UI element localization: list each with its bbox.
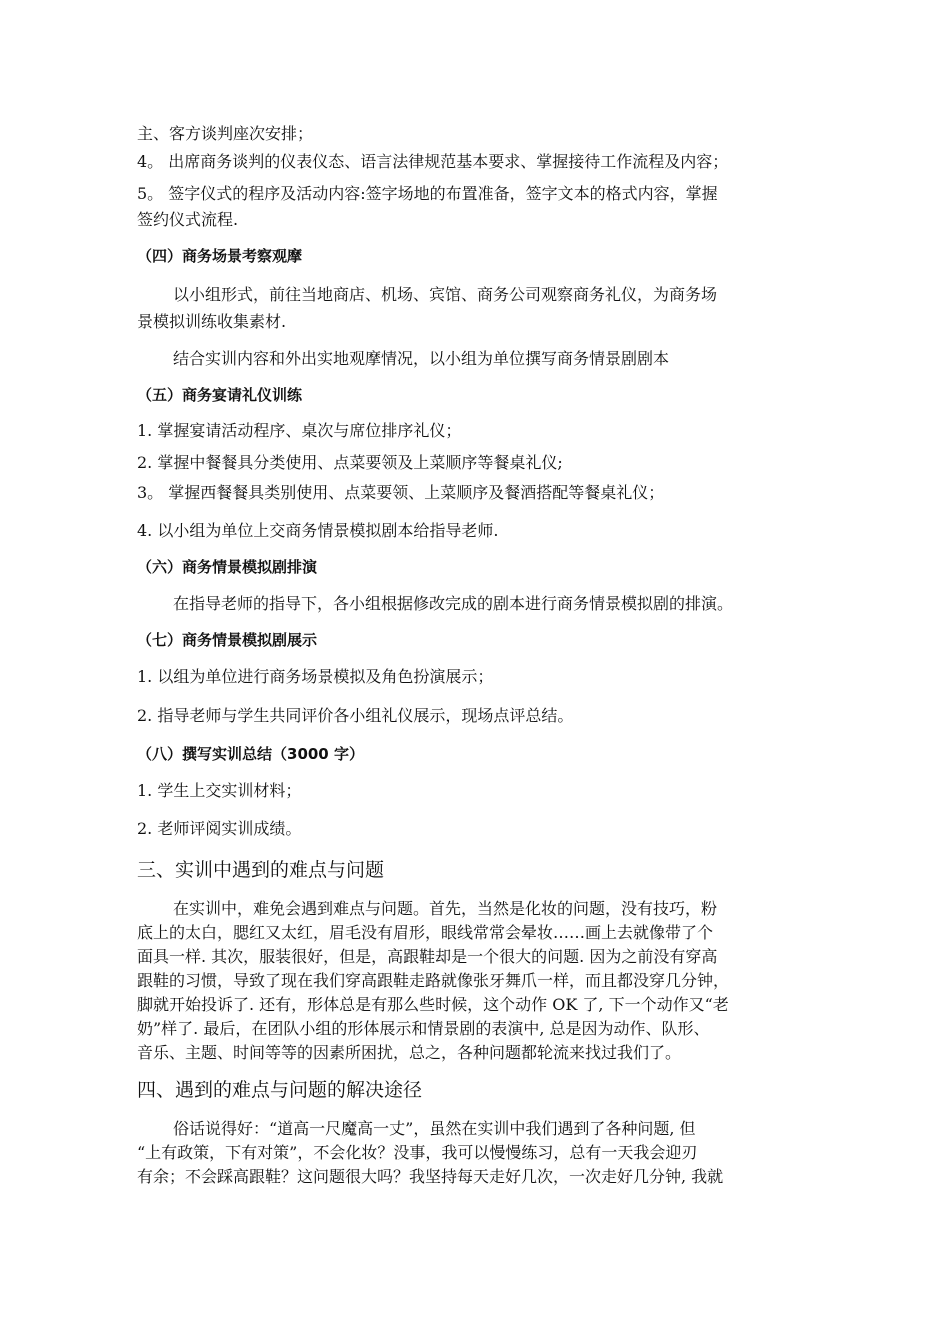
paragraph-line: 结合实训内容和外出实地观摩情况，以小组为单位撰写商务情景剧剧本 [173, 349, 670, 368]
paragraph-line: 有余；不会踩高跟鞋？这问题很大吗？我坚持每天走好几次，一次走好几分钟, 我就 [137, 1167, 724, 1186]
paragraph-line: 面具一样. 其次，服装很好，但是，高跟鞋却是一个很大的问题. 因为之前没有穿高 [137, 947, 718, 966]
list-item: 4. 以小组为单位上交商务情景模拟剧本给指导老师. [137, 521, 499, 540]
list-item: 2. 掌握中餐餐具分类使用、点菜要领及上菜顺序等餐桌礼仪; [137, 453, 563, 472]
paragraph-line: 音乐、主题、时间等等的因素所困扰，总之，各种问题都轮流来找过我们了。 [137, 1043, 682, 1062]
chapter-heading-3: 三、实训中遇到的难点与问题 [137, 859, 385, 881]
list-item: 2. 老师评阅实训成绩。 [137, 819, 302, 838]
list-item: 1. 以组为单位进行商务场景模拟及角色扮演展示； [137, 667, 494, 686]
list-item: 2. 指导老师与学生共同评价各小组礼仪展示，现场点评总结。 [137, 706, 574, 725]
paragraph-line: 底上的太白，腮红又太红，眉毛没有眉形，眼线常常会晕妆……画上去就像带了个 [137, 923, 714, 942]
list-item-5-line1: 5。 签字仪式的程序及活动内容:签字场地的布置准备，签字文本的格式内容，掌握 [137, 184, 718, 203]
paragraph-line: 以小组形式，前往当地商店、机场、宾馆、商务公司观察商务礼仪，为商务场 [173, 285, 718, 304]
list-item: 1. 掌握宴请活动程序、桌次与席位排序礼仪； [137, 421, 462, 440]
paragraph-line: 景模拟训练收集素材. [137, 312, 287, 331]
section-heading-8: （八）撰写实训总结（3000 字） [137, 745, 364, 763]
list-item-4: 4。 出席商务谈判的仪表仪态、语言法律规范基本要求、掌握接待工作流程及内容； [137, 152, 729, 171]
section-heading-6: （六）商务情景模拟剧排演 [137, 558, 318, 576]
chapter-heading-4: 四、遇到的难点与问题的解决途径 [137, 1079, 423, 1101]
section-heading-5: （五）商务宴请礼仪训练 [137, 386, 303, 404]
list-item: 1. 学生上交实训材料； [137, 781, 302, 800]
list-item-continued: 主、客方谈判座次安排； [137, 124, 314, 143]
paragraph-line: 俗话说得好：“道高一尺魔高一丈”，虽然在实训中我们遇到了各种问题, 但 [173, 1119, 696, 1138]
paragraph-line: “上有政策，下有对策”，不会化妆？没事，我可以慢慢练习，总有一天我会迎刃 [137, 1143, 698, 1162]
paragraph-line: 奶”样了. 最后，在团队小组的形体展示和情景剧的表演中, 总是因为动作、队形、 [137, 1019, 710, 1038]
paragraph-line: 跟鞋的习惯，导致了现在我们穿高跟鞋走路就像张牙舞爪一样，而且都没穿几分钟， [137, 971, 730, 990]
paragraph-line: 脚就开始投诉了. 还有，形体总是有那么些时候，这个动作 OK 了, 下一个动作又“老 [137, 995, 729, 1014]
list-item: 3。 掌握西餐餐具类别使用、点菜要领、上菜顺序及餐酒搭配等餐桌礼仪； [137, 483, 665, 502]
section-heading-4: （四）商务场景考察观摩 [137, 247, 303, 265]
list-item-5-line2: 签约仪式流程. [137, 210, 239, 229]
paragraph-line: 在指导老师的指导下，各小组根据修改完成的剧本进行商务情景模拟剧的排演。 [173, 594, 734, 613]
section-heading-7: （七）商务情景模拟剧展示 [137, 631, 318, 649]
paragraph-line: 在实训中，难免会遇到难点与问题。首先，当然是化妆的问题，没有技巧，粉 [173, 899, 718, 918]
